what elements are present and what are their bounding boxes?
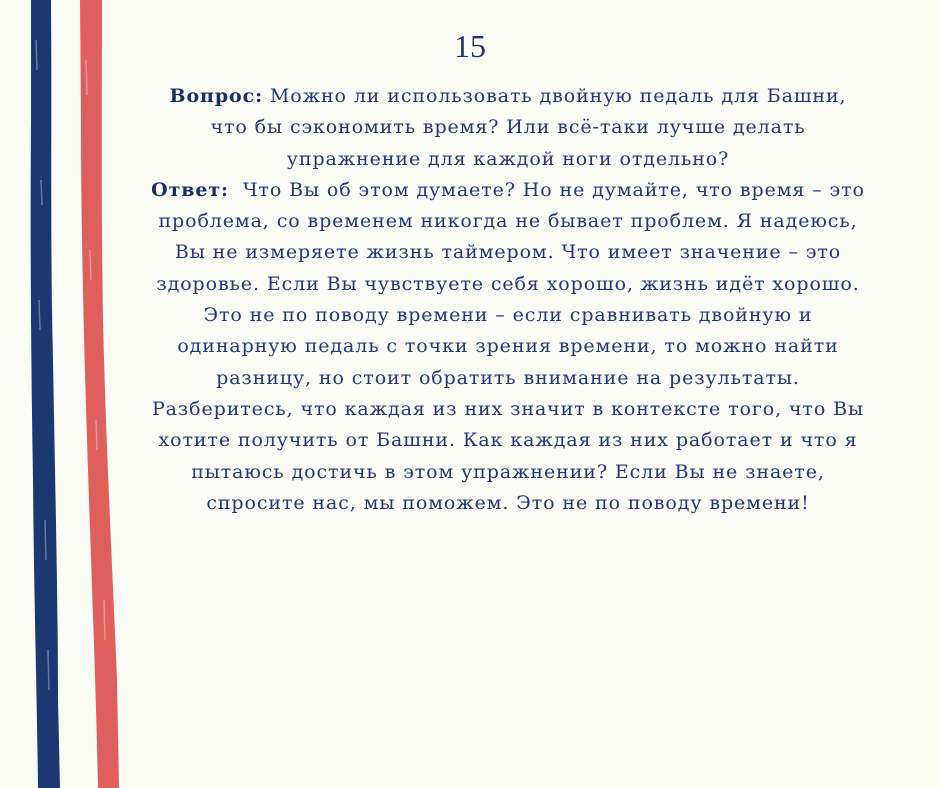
question-label: Вопрос: [169,85,263,107]
answer-label: Ответ: [151,178,229,201]
navy-stripe [31,0,60,788]
red-stripe [80,0,119,788]
question-paragraph [148,81,868,175]
answer-paragraph [148,175,872,519]
answer-text: Что Вы об этом думаете? Но не думайте, что время – это проблема, со временем никогда не бывает проблем. Я надеюсь, Вы не измеряете жизнь таймером. Что имеет значение – это здоровье. Если Вы чувствуете себя хорошо, жизнь идёт хорошо. Это не по поводу времени – если сравнивать двойную и одинарную педаль с точки зрения времени, то можно найти разницу, но стоит обратить внимание на результаты. Разберитесь, что каждая из них значит в контексте того, что Вы хотите получить от Башни. Как каждая из них работает и что я пытаюсь достичь в этом упражнении? Если Вы не знаете, спросите нас, мы поможем. Это не по поводу времени! [151,178,872,514]
page-number: 15 [454,28,486,64]
qa-block [148,81,872,519]
question-text: Можно ли использовать двойную педаль для Башни, что бы сэкономить время? Или всё-таки лучше делать упражнение для каждой ноги отдельно? [210,85,847,170]
decorative-stripes [0,0,140,788]
